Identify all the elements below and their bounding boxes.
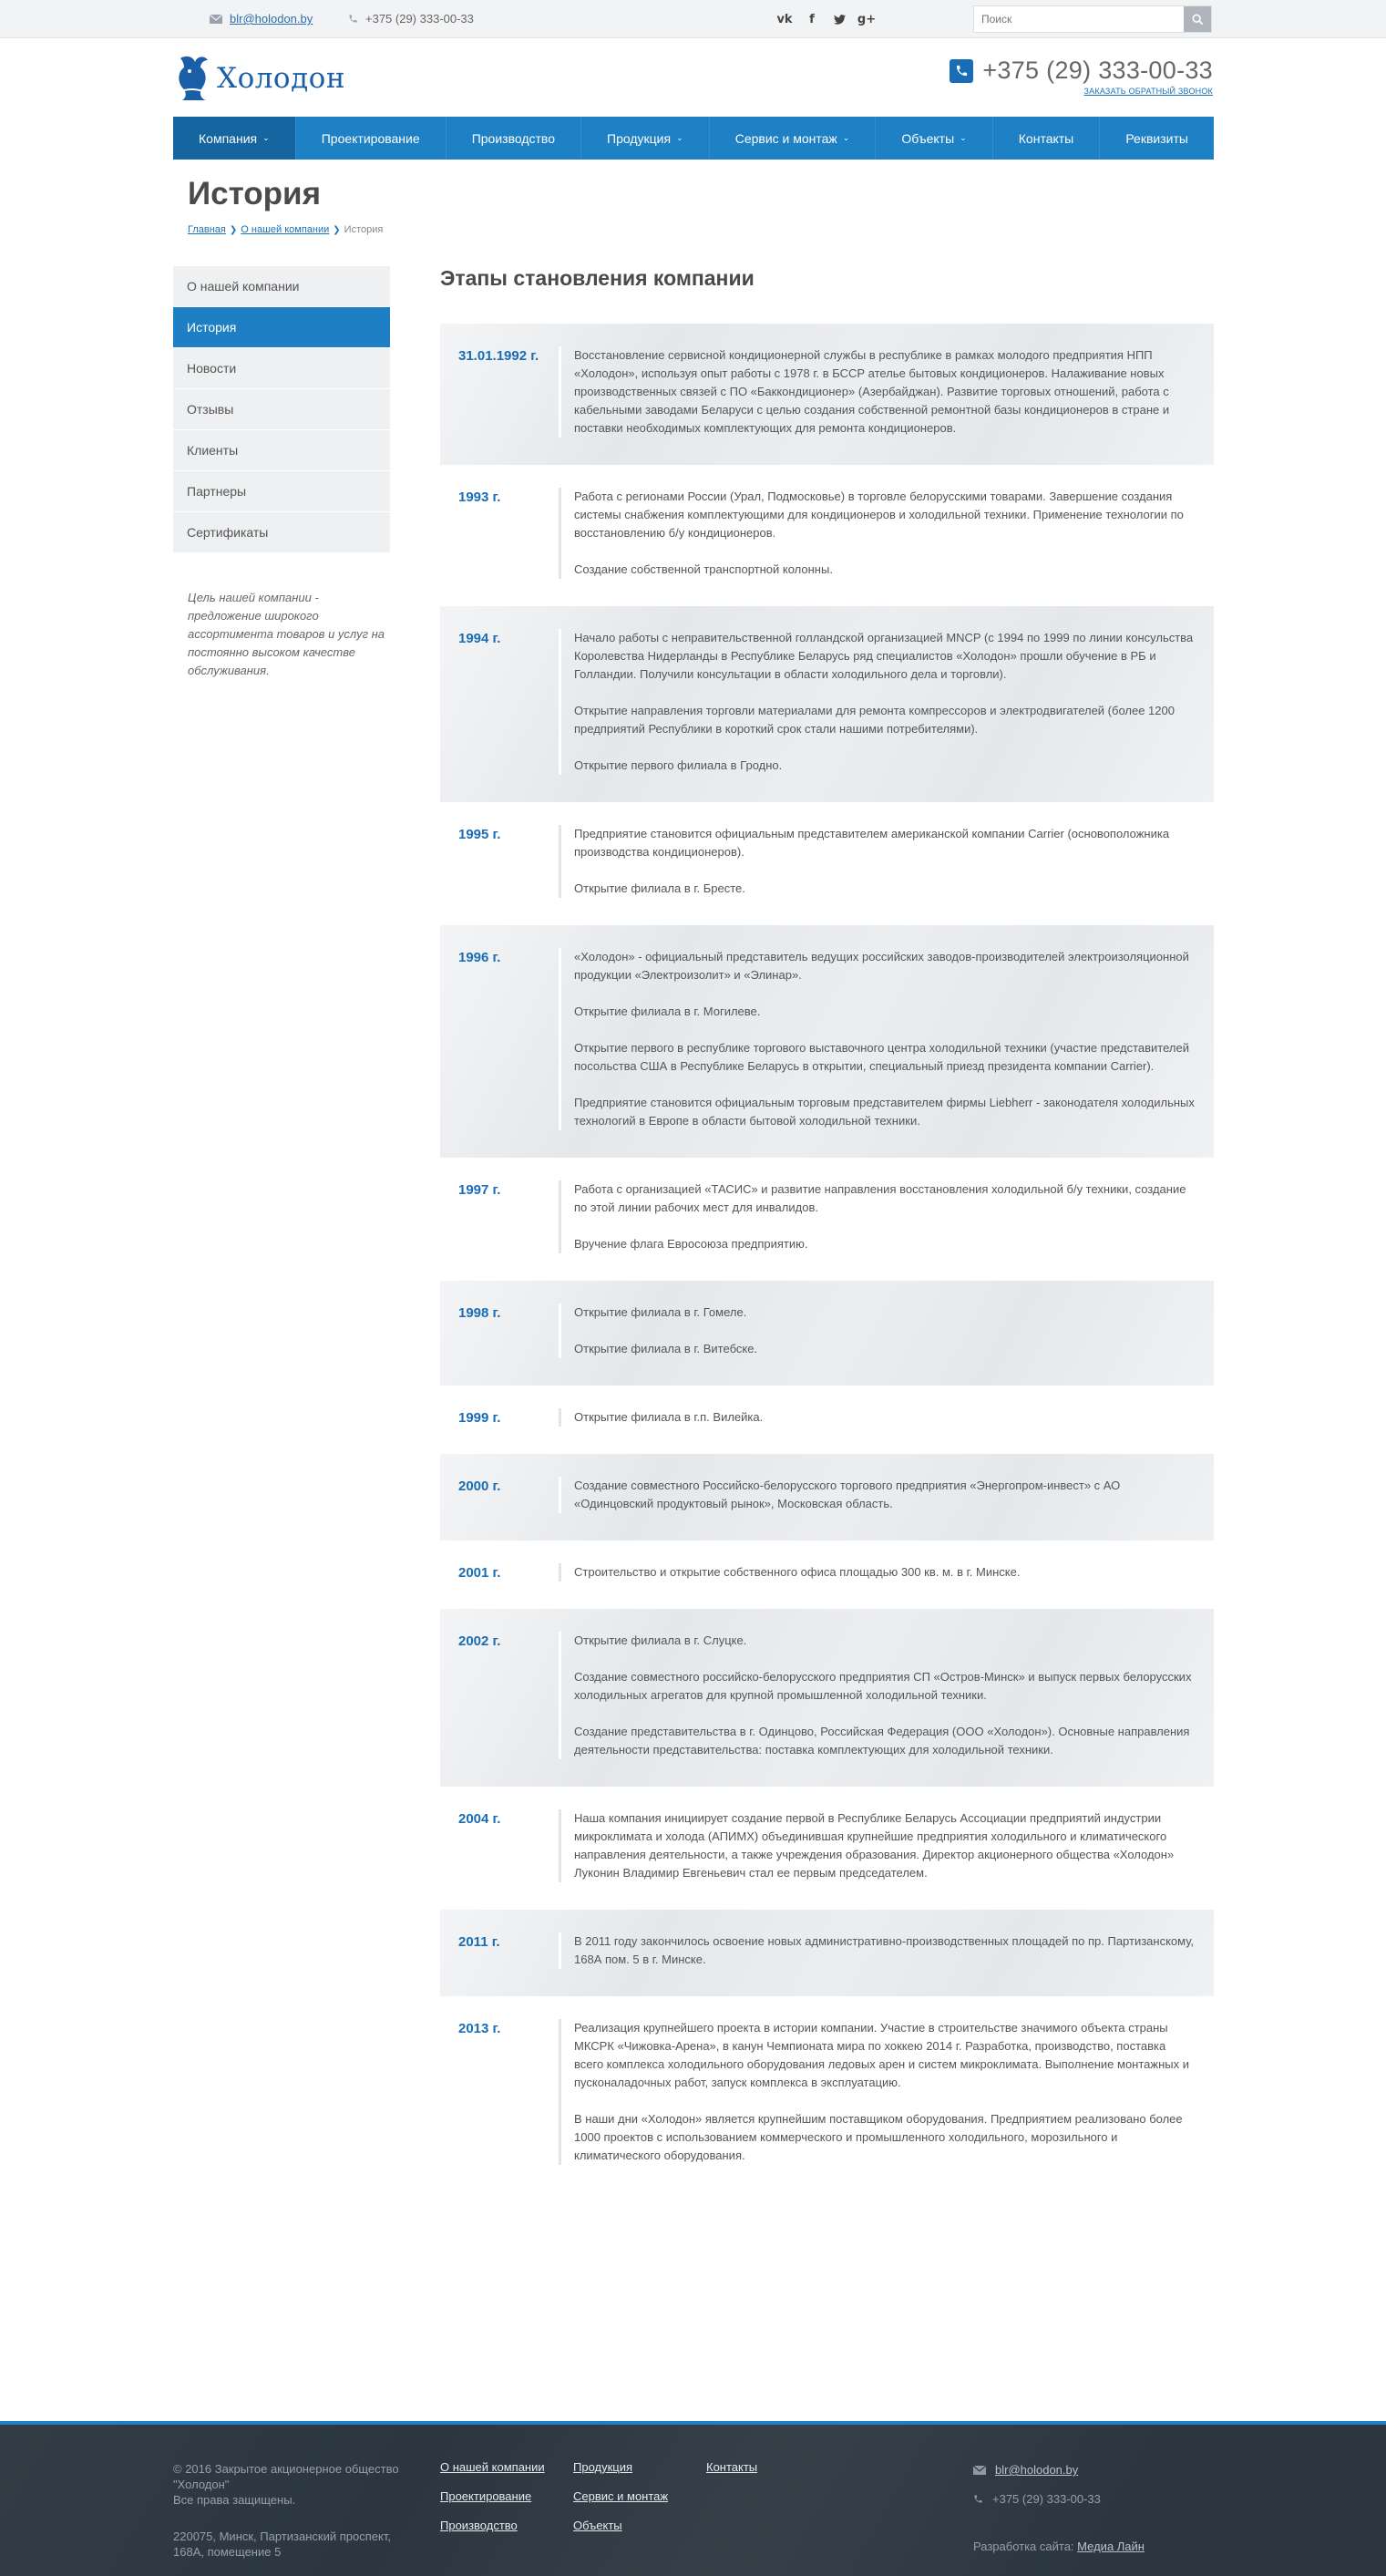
footer-nav-col-2 bbox=[573, 2459, 668, 2547]
entry-body bbox=[559, 1632, 1196, 1759]
mail-icon bbox=[210, 15, 222, 24]
footer-rights-text: Все права защищены. bbox=[173, 2493, 296, 2507]
nav-item-contacts[interactable] bbox=[993, 117, 1101, 160]
entry-year: 1993 г. bbox=[458, 489, 501, 505]
sidebar-item-clients[interactable]: Клиенты bbox=[173, 430, 390, 470]
nav-label: Реквизиты bbox=[1125, 130, 1188, 146]
page-title: История bbox=[188, 176, 321, 211]
sidebar-item-news[interactable]: Новости bbox=[173, 348, 390, 388]
timeline-entry bbox=[440, 1609, 1214, 1787]
chevron-right-icon: ❯ bbox=[229, 224, 238, 235]
sidebar bbox=[173, 266, 390, 553]
entry-text: Вручение флага Евросоюза предприятию. bbox=[574, 1237, 808, 1251]
entry-text: Создание представительства в г. Одинцово, Российская Федерация (ООО «Холодон»). Основные направления деятельности представительства: поставка комплектующих для холодильной техники. bbox=[574, 1725, 1190, 1757]
entry-body bbox=[559, 629, 1196, 775]
footer-link-products[interactable]: Продукция bbox=[573, 2460, 633, 2474]
nav-label: Сервис и монтаж bbox=[734, 130, 837, 146]
entry-year: 2002 г. bbox=[458, 1633, 501, 1649]
entry-year: 1998 г. bbox=[458, 1305, 501, 1321]
top-bar bbox=[0, 0, 1386, 38]
entry-text: Открытие направления торговли материалами для ремонта компрессоров и электродвигателей (более 1200 предприятий Республики в короткий срок стали нашими потребителями). bbox=[574, 704, 1175, 736]
timeline-entry bbox=[440, 925, 1214, 1158]
nav-item-objects[interactable] bbox=[876, 117, 992, 160]
mail-icon bbox=[973, 2466, 986, 2475]
entry-year: 2011 г. bbox=[458, 1934, 500, 1950]
search-box bbox=[973, 5, 1212, 33]
sidebar-item-about[interactable]: О нашей компании bbox=[173, 266, 390, 306]
phone-icon bbox=[973, 2494, 983, 2504]
footer-nav-col-1 bbox=[440, 2459, 549, 2547]
timeline-entry bbox=[440, 1281, 1214, 1386]
entry-text: Открытие филиала в г. Бресте. bbox=[574, 881, 745, 895]
footer-phone-text: +375 (29) 333-00-33 bbox=[992, 2492, 1101, 2506]
footer-link-design[interactable]: Проектирование bbox=[440, 2489, 532, 2503]
entry-text: Открытие филиала в г. Могилеве. bbox=[574, 1005, 761, 1018]
entry-text: Открытие первого филиала в Гродно. bbox=[574, 758, 783, 772]
sidebar-item-history[interactable]: История bbox=[173, 307, 390, 347]
footer-dev-link[interactable]: Медиа Лайн bbox=[1077, 2540, 1145, 2553]
entry-text: Начало работы с неправительственной голландской организацией MNCP (с 1994 по 1999 по линии консульства Королевства Нидерланды в Республике Беларусь ряд специалистов «Холодон» прошли обучение в РБ и Голландии. Получили консультации в области холодильного дела и торговли). bbox=[574, 631, 1194, 681]
logo-mark-icon bbox=[173, 53, 211, 104]
footer bbox=[0, 2421, 1386, 2576]
main-content bbox=[440, 266, 1214, 2192]
entry-year: 1994 г. bbox=[458, 631, 501, 646]
entry-body bbox=[559, 1477, 1196, 1513]
header-phone-icon bbox=[950, 59, 973, 83]
footer-link-contacts[interactable]: Контакты bbox=[706, 2460, 758, 2474]
topbar-phone-text: +375 (29) 333-00-33 bbox=[365, 12, 474, 26]
entry-text: В 2011 году закончилось освоение новых административно-производственных площадей по пр. Партизанскому, 168А пом. 5 в г. Минске. bbox=[574, 1934, 1195, 1966]
entry-text: Создание совместного Российско-белорусского торгового предприятия «Энергопром-инвест» с АО «Одинцовский продуктовый рынок», Московская область. bbox=[574, 1479, 1121, 1510]
phone-icon bbox=[348, 14, 358, 24]
entry-text: Реализация крупнейшего проекта в истории компании. Участие в строительстве значимого объекта страны МКСРК «Чижовка-Арена», в канун Чемпионата мира по хоккею 2014 г. Разработка, производство, поставка всего комплекса холодильного оборудования ледовых арен и систем микроклимата. Выполнение монтажных и пусконаладочных работ, запуск комплекса в эксплуатацию. bbox=[574, 2021, 1189, 2089]
timeline-entry bbox=[440, 1386, 1214, 1454]
breadcrumb-about[interactable]: О нашей компании bbox=[241, 224, 330, 235]
timeline-entry bbox=[440, 1454, 1214, 1540]
entry-text: Открытие филиала в г. Гомеле. bbox=[574, 1305, 747, 1319]
entry-text: Открытие филиала в г. Витебске. bbox=[574, 1342, 758, 1355]
entry-text: В наши дни «Холодон» является крупнейшим поставщиком оборудования. Предприятием реализовано более 1000 проектов с использованием коммерческого и промышленного холодильного, морозильного и климатического оборудования. bbox=[574, 2112, 1183, 2162]
timeline-entry bbox=[440, 802, 1214, 925]
nav-label: Контакты bbox=[1018, 130, 1074, 146]
breadcrumb bbox=[188, 224, 383, 235]
nav-label: Проектирование bbox=[321, 130, 420, 146]
entry-body bbox=[559, 1180, 1196, 1253]
chevron-right-icon: ❯ bbox=[333, 224, 341, 235]
sidebar-item-certificates[interactable]: Сертификаты bbox=[173, 512, 390, 552]
nav-label: Компания bbox=[199, 130, 258, 146]
nav-label: Объекты bbox=[901, 130, 955, 146]
entry-year: 1996 г. bbox=[458, 950, 501, 965]
nav-item-company[interactable] bbox=[173, 117, 296, 160]
search-icon bbox=[1192, 14, 1204, 26]
timeline-entry bbox=[440, 1996, 1214, 2192]
entry-body bbox=[559, 1932, 1196, 1969]
main-nav bbox=[173, 117, 1214, 160]
timeline-entry bbox=[440, 465, 1214, 606]
entry-year: 2001 г. bbox=[458, 1565, 501, 1581]
entry-text: Строительство и открытие собственного офиса площадью 300 кв. м. в г. Минске. bbox=[574, 1565, 1021, 1579]
timeline-entry bbox=[440, 324, 1214, 465]
entry-body bbox=[559, 825, 1196, 898]
header-phone-number: +375 (29) 333-00-33 bbox=[982, 57, 1213, 84]
chevron-down-icon: ⌄ bbox=[842, 133, 850, 142]
entry-body bbox=[559, 2019, 1196, 2165]
footer-email bbox=[973, 2463, 1078, 2477]
entry-year: 1995 г. bbox=[458, 827, 501, 842]
search-input[interactable] bbox=[974, 6, 1184, 32]
nav-item-products[interactable] bbox=[581, 117, 710, 160]
entry-body bbox=[559, 1563, 1196, 1582]
twitter-icon[interactable] bbox=[827, 7, 851, 31]
callback-link[interactable]: ЗАКАЗАТЬ ОБРАТНЫЙ ЗВОНОК bbox=[1083, 87, 1213, 96]
googleplus-icon[interactable]: g+ bbox=[857, 12, 877, 26]
sidebar-item-partners[interactable]: Партнеры bbox=[173, 471, 390, 511]
entry-text: Работа с организацией «ТАСИС» и развитие направления восстановления холодильной б/у техники, создание по этой линии рабочих мест для инвалидов. bbox=[574, 1182, 1186, 1214]
entry-body bbox=[559, 346, 1196, 438]
entry-year: 1997 г. bbox=[458, 1182, 501, 1198]
entry-text: Работа с регионами России (Урал, Подмосковье) в торговле белорусскими товарами. Завершение создания системы снабжения комплектующими для кондиционеров и холодильной техники. Применение технологии по восстановлению б/у кондиционеров. bbox=[574, 489, 1184, 540]
entry-year: 2004 г. bbox=[458, 1811, 501, 1827]
entry-text: «Холодон» - официальный представитель ведущих российских заводов-производителей электроизоляционной продукции «Электроизолит» и «Элинар». bbox=[574, 950, 1189, 982]
topbar-email-link[interactable]: blr@holodon.by bbox=[230, 12, 313, 26]
header-phone bbox=[950, 57, 1213, 85]
facebook-icon[interactable]: f bbox=[809, 12, 815, 26]
breadcrumb-current: История bbox=[344, 224, 384, 235]
footer-dev-label: Разработка сайта: bbox=[973, 2540, 1074, 2553]
entry-year: 1999 г. bbox=[458, 1410, 501, 1426]
nav-label: Продукция bbox=[607, 130, 672, 146]
footer-link-objects[interactable]: Объекты bbox=[573, 2519, 622, 2532]
footer-link-service[interactable]: Сервис и монтаж bbox=[573, 2489, 669, 2503]
entry-text: Наша компания инициирует создание первой в Республике Беларусь Ассоциации предприятий индустрии микроклимата и холода (АПИМХ) объединившая крупнейшие предприятия холодильного и климатического направления деятельности, а также учреждения образования. Директор акционерного общества «Холодон» Луконин Владимир Евгеньевич стал ее первым председателем. bbox=[574, 1811, 1175, 1880]
chevron-down-icon: ⌄ bbox=[960, 133, 967, 142]
nav-item-requisites[interactable] bbox=[1100, 117, 1214, 160]
entry-year: 2013 г. bbox=[458, 2021, 501, 2036]
nav-label: Производство bbox=[471, 130, 555, 146]
entry-text: Создание собственной транспортной колонны. bbox=[574, 562, 833, 576]
entry-body bbox=[559, 488, 1196, 579]
breadcrumb-home[interactable]: Главная bbox=[188, 224, 226, 235]
nav-item-production[interactable] bbox=[447, 117, 581, 160]
entry-text: Открытие филиала в г. Слуцке. bbox=[574, 1633, 747, 1647]
chevron-down-icon: ⌄ bbox=[262, 133, 270, 142]
footer-copyright-text: © 2016 Закрытое акционерное общество "Холодон" bbox=[173, 2462, 399, 2491]
logo-text: Холодон bbox=[217, 62, 346, 95]
entry-body bbox=[559, 1809, 1196, 1882]
entry-year: 31.01.1992 г. bbox=[458, 348, 539, 364]
timeline-entry bbox=[440, 606, 1214, 802]
timeline-entry bbox=[440, 1540, 1214, 1609]
footer-link-production[interactable]: Производство bbox=[440, 2519, 518, 2532]
content-heading: Этапы становления компании bbox=[440, 266, 755, 290]
footer-link-about[interactable]: О нашей компании bbox=[440, 2460, 545, 2474]
entry-text: Восстановление сервисной кондиционерной службы в республике в рамках молодого предприятия НПП «Холодон», используя опыт работы с 1978 г. в БССР ателье бытовых кондиционеров. Налаживание новых производственных связей с ПО «Баккондиционер» (Азербайджан). Развитие торговых отношений, работа с кабельными заводами Беларуси с целью создания собственной ремонтной базы кондиционеров в стране и поставки необходимых комплектующих для ремонта кондиционеров. bbox=[574, 348, 1170, 435]
search-button[interactable] bbox=[1184, 6, 1211, 32]
entry-text: Предприятие становится официальным торговым представителем фирмы Liebherr - законодателя холодильных технологий в Европе в области бытовой холодильной техники. bbox=[574, 1096, 1195, 1128]
entry-text: Предприятие становится официальным представителем американской компании Carrier (основоположника производства кондиционеров). bbox=[574, 827, 1170, 859]
vk-icon[interactable]: vk bbox=[776, 12, 793, 26]
entry-text: Создание совместного российско-белорусского предприятия СП «Остров-Минск» и выпуск первых белорусских холодильных агрегатов для крупной промышленной холодильной техники. bbox=[574, 1670, 1192, 1702]
social-links bbox=[773, 7, 878, 31]
entry-body bbox=[559, 1408, 1196, 1427]
footer-copyright bbox=[173, 2461, 419, 2508]
chevron-down-icon: ⌄ bbox=[676, 133, 683, 142]
footer-developer bbox=[973, 2540, 1145, 2553]
footer-address: 220075, Минск, Партизанский проспект, 168А, помещение 5 bbox=[173, 2530, 391, 2559]
entry-body bbox=[559, 948, 1196, 1130]
timeline-entry bbox=[440, 1158, 1214, 1281]
footer-nav-col-3 bbox=[706, 2459, 757, 2488]
entry-body bbox=[559, 1303, 1196, 1358]
footer-email-link[interactable]: blr@holodon.by bbox=[995, 2463, 1079, 2477]
timeline-entry bbox=[440, 1787, 1214, 1910]
timeline-entry bbox=[440, 1910, 1214, 1996]
nav-item-service[interactable] bbox=[710, 117, 877, 160]
logo[interactable] bbox=[173, 53, 345, 104]
sidebar-quote: Цель нашей компании - предложение широкого ассортимента товаров и услуг на постоянно высоком качестве обслуживания. bbox=[188, 591, 385, 677]
topbar-phone bbox=[348, 12, 474, 26]
entry-text: Открытие первого в республике торгового выставочного центра холодильной техники (участие представителей посольства США в Республике Беларусь в открытии, специальный приезд президента компании Carrier). bbox=[574, 1041, 1189, 1073]
topbar-email[interactable] bbox=[210, 12, 313, 26]
nav-item-design[interactable] bbox=[296, 117, 447, 160]
footer-phone bbox=[973, 2492, 1101, 2506]
sidebar-item-reviews[interactable]: Отзывы bbox=[173, 389, 390, 429]
entry-year: 2000 г. bbox=[458, 1479, 501, 1494]
entry-text: Открытие филиала в г.п. Вилейка. bbox=[574, 1410, 764, 1424]
